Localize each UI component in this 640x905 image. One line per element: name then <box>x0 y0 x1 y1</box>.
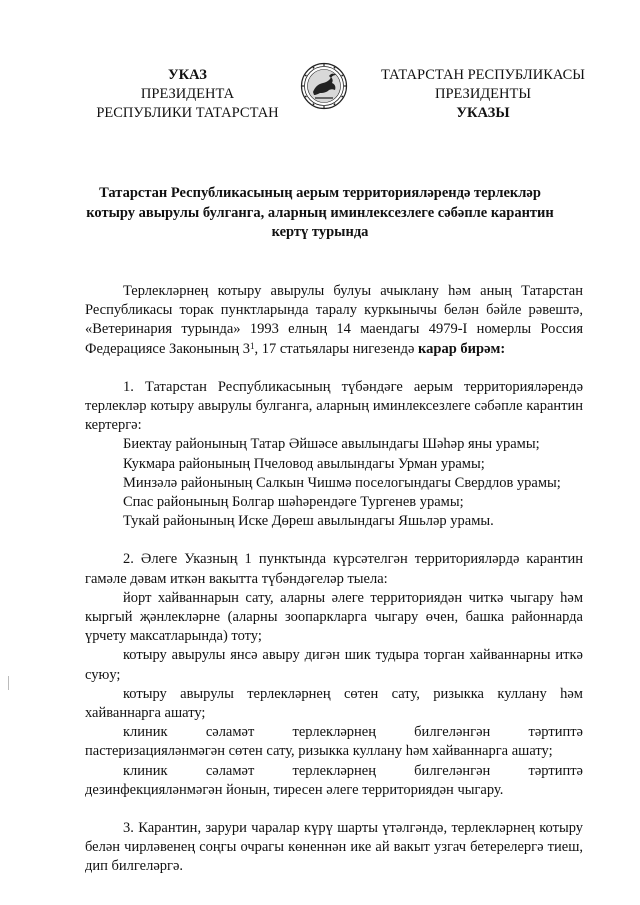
header-left-line-3: РЕСПУБЛИКИ ТАТАРСТАН <box>96 105 279 121</box>
header-right-line-3: УКАЗЫ <box>456 105 510 121</box>
title-line-2: котыру авырулы булганга, аларның иминлексезлеге сәбәпле карантин <box>86 204 554 221</box>
document-body <box>85 282 583 877</box>
item-1-list-entry: Минзәлә районының Салкын Чишмә поселогындагы Свердлов урамы; <box>123 474 561 491</box>
item-2-list-entry: котыру авырулы янсә авыру дигән шик тудыра торган хайваннарны иткә суюу; <box>85 647 583 683</box>
title-line-1: Татарстан Республикасының аерым территорияләрендә терлекләр <box>99 185 541 201</box>
item-2-list-entry: котыру авырулы терлекләрнең сөтен сату, ризыкка куллану һәм хайваннарга ашату; <box>85 685 583 722</box>
header-right-line-1: ТАТАРСТАН РЕСПУБЛИКАСЫ <box>381 67 585 83</box>
superscript: 1 <box>249 340 255 351</box>
tatarstan-coat-of-arms-icon <box>300 62 348 110</box>
decision-phrase: карар бирәм: <box>418 340 506 357</box>
item-1-list-entry: Тукай районының Иске Дөреш авылындагы Яшьләр урамы. <box>123 513 494 530</box>
scan-mark <box>8 676 9 690</box>
item-1-list-entry: Спас районының Болгар шәһәрендәге Тургенев урамы; <box>123 494 464 511</box>
header-left-line-2: ПРЕЗИДЕНТА <box>140 86 235 102</box>
header-right-line-2: ПРЕЗИДЕНТЫ <box>434 86 532 102</box>
item-2-list-entry-line: клиник сәламәт терлекләрнең билгеләнгән тәртиптә <box>123 724 583 741</box>
item-1-list-entry: Кукмара районының Пчеловод авылындагы Урман урамы; <box>123 455 485 472</box>
item-2-list-entry-line: клиник сәламәт терлекләрнең билгеләнгән тәртиптә <box>123 762 583 779</box>
header-right <box>372 66 594 123</box>
item-2-paragraph: 2. Әлеге Указның 1 пунктында күрсәтелгән территорияләрдә карантин гамәле дәвам иткән вакытта түбәндәгеләр тыела: <box>85 551 583 587</box>
document-title <box>80 184 560 243</box>
item-3-paragraph: 3. Карантин, зарури чаралар күрү шарты үтәлгәндә, терлекләрнең котыру белән чирләвенең соңгы очрагы көненнән ике ай вакыт узгач бетерелергә тиеш, дип билгеләргә. <box>85 820 583 875</box>
item-2-list-entry-line: дезинфекцияләнмәгән йонын, тиресен әлеге территориядән чыгару. <box>85 781 504 798</box>
item-2-list-entry: йорт хайваннарын сату, аларны әлеге территориядән читкә чыгару һәм кыргый җәнлекләрне (аларны зоопаркларга чыгару өчен, башка районнарда үрчету максатларында) тоту; <box>85 589 583 645</box>
item-2-list-entry-line: пастеризацияләнмәгән сөтен сату, ризыкка куллану һәм хайваннарга ашату; <box>85 743 553 760</box>
item-1-paragraph: 1. Татарстан Республикасының түбәндәге аерым территорияләрендә терлекләр котыру авырулы булганга, аларның иминлексезлеге сәбәпле карантин кертергә: <box>85 378 583 434</box>
title-line-3: кертү турында <box>271 224 369 240</box>
item-1-list-entry: Биектау районының Татар Әйшәсе авылындагы Шәһәр яны урамы; <box>123 436 540 453</box>
header-left-line-1: УКАЗ <box>168 67 207 83</box>
preamble-paragraph: Терлекләрнең котыру авырулы булуы ачыклану һәм аның Татарстан Республикасы торак пунктларында таралу куркынычы белән бәйле рәвештә, «Ветеринария турында» 1993 елның 14 маендагы 4979-I номерлы Россия Федерациясе Законының $3^1$, 17 статьялары нигезендә карар бирәм: <box>85 283 583 357</box>
header-left <box>80 66 295 123</box>
